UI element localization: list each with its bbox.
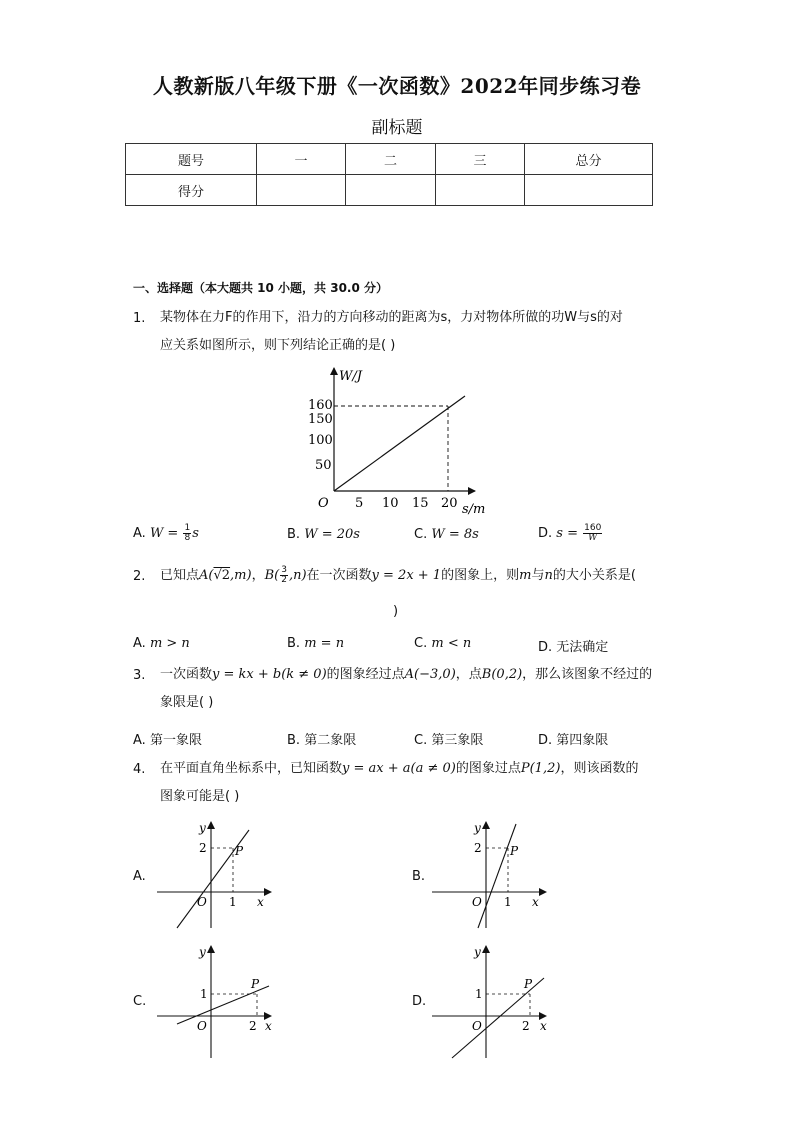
q4-text: 在平面直角坐标系中，已知函数 — [160, 761, 343, 776]
score-cell: 总分 — [525, 144, 653, 175]
option-a-rhs: s — [192, 526, 199, 541]
q4-graph-d[interactable] — [430, 942, 555, 1060]
q2-close-paren: ) — [393, 604, 399, 619]
xtick: 1 — [229, 895, 237, 909]
xtick: 1 — [504, 895, 512, 909]
q2-sqrt: √2 — [213, 568, 231, 583]
fraction-numerator: 160 — [584, 523, 602, 533]
option-c-text: 第三象限 — [431, 733, 484, 748]
option-label: D. — [538, 526, 553, 541]
q2-text: 已知点 — [160, 568, 200, 583]
question-3-text — [160, 661, 680, 717]
page-subtitle: 副标题 — [371, 118, 423, 138]
option-b-text: 第二象限 — [304, 733, 357, 748]
q2-text: 与 — [531, 568, 545, 583]
point-label: P — [251, 977, 260, 991]
q4-option-b[interactable]: B. — [412, 869, 426, 884]
origin-label: O — [197, 1019, 207, 1033]
fraction — [183, 524, 191, 543]
option-label: C. — [414, 636, 428, 651]
q1-function-line — [334, 396, 465, 491]
fraction — [280, 566, 288, 585]
x-label: x — [540, 1019, 547, 1033]
q2-var-n: n — [544, 568, 553, 583]
y-label: y — [474, 945, 481, 959]
q4-text: ，则该函数的 — [560, 761, 639, 776]
option-label: C. — [414, 527, 428, 542]
q1-ytick: 50 — [315, 458, 332, 473]
q1-xtick: 20 — [441, 496, 458, 511]
q4-function: y = ax + a(a ≠ 0) — [342, 761, 456, 776]
question-1-line-1: 某物体在力F的作用下，沿力的方向移动的距离为s，力对物体所做的功W与s的对 — [160, 310, 623, 325]
option-c-text: m < n — [431, 636, 472, 651]
origin-label: O — [197, 895, 207, 909]
q2-function: y = 2x + 1 — [371, 568, 442, 583]
q4-option-c[interactable]: C. — [133, 994, 147, 1009]
q1-ytick: 100 — [308, 433, 333, 448]
fraction-denominator: 8 — [184, 533, 191, 543]
q3-text: 的图象经过点 — [326, 667, 405, 682]
option-a-text: 第一象限 — [149, 733, 202, 748]
origin-label: O — [472, 895, 482, 909]
q4-text: 的图象过点 — [455, 761, 521, 776]
question-number: 4. — [133, 762, 146, 777]
option-d-text: 无法确定 — [556, 640, 609, 655]
origin-label: O — [472, 1019, 482, 1033]
ytick: 1 — [200, 987, 208, 1001]
q4-option-a[interactable]: A. — [133, 869, 146, 884]
q3-function: y = kx + b(k ≠ 0) — [212, 667, 327, 682]
option-label: A. — [133, 526, 146, 541]
question-4-line-1 — [160, 755, 680, 783]
q2-point-b-end: ,n) — [288, 568, 307, 583]
score-cell: 题号 — [126, 144, 257, 175]
question-3-line-1 — [160, 661, 680, 689]
question-2-text — [160, 562, 680, 590]
score-cell: 一 — [257, 144, 346, 175]
q2-text: 的图象上，则 — [441, 568, 520, 583]
fraction-numerator: 3 — [281, 565, 287, 575]
x-label: x — [265, 1019, 272, 1033]
score-table — [125, 143, 653, 206]
q3-text: 一次函数 — [160, 667, 213, 682]
q2-text: 在一次函数 — [306, 568, 372, 583]
option-label: D. — [538, 640, 553, 655]
q2-option-b[interactable] — [287, 636, 344, 651]
ytick: 2 — [199, 841, 207, 855]
function-line — [478, 824, 516, 928]
score-input-cell[interactable] — [346, 175, 436, 206]
question-number: 1. — [133, 311, 146, 326]
option-d-lhs: s = — [556, 526, 583, 541]
score-input-cell[interactable] — [257, 175, 346, 206]
q2-var-m: m — [519, 568, 532, 583]
q4-graph-b[interactable] — [430, 818, 555, 930]
score-table-header-row — [126, 144, 653, 175]
option-b-text: W = 20s — [304, 527, 360, 542]
q2-option-c[interactable] — [414, 636, 471, 651]
q4-option-d[interactable]: D. — [412, 994, 427, 1009]
q1-xtick: 10 — [382, 496, 399, 511]
question-number: 3. — [133, 668, 146, 683]
score-cell: 三 — [436, 144, 525, 175]
q1-option-b[interactable] — [287, 527, 360, 542]
question-1-text — [160, 304, 680, 360]
question-4-line-2: 图象可能是( ) — [160, 789, 240, 804]
fraction — [583, 524, 602, 543]
q1-option-d[interactable] — [538, 524, 603, 543]
q1-x-label: s/m — [462, 502, 486, 517]
option-a-lhs: W = — [149, 526, 183, 541]
point-label: P — [524, 977, 533, 991]
page-title: 人教新版八年级下册《一次函数》2022年同步练习卷 — [152, 74, 642, 98]
q4-graph-c[interactable] — [155, 942, 280, 1060]
x-label: x — [532, 895, 539, 909]
score-cell: 得分 — [126, 175, 257, 206]
option-c-text: W = 8s — [431, 527, 479, 542]
score-input-cell[interactable] — [436, 175, 525, 206]
q2-option-a[interactable] — [133, 636, 190, 651]
y-label: y — [474, 821, 481, 835]
x-label: x — [257, 895, 264, 909]
option-label: D. — [538, 733, 553, 748]
option-b-text: m = n — [304, 636, 345, 651]
score-input-cell[interactable] — [525, 175, 653, 206]
fraction-numerator: 1 — [184, 523, 191, 533]
ytick: 2 — [474, 841, 482, 855]
option-label: C. — [414, 733, 428, 748]
q1-xtick: 15 — [412, 496, 429, 511]
q3-text: ，点 — [455, 667, 482, 682]
q3-option-d[interactable] — [538, 729, 608, 748]
question-number: 2. — [133, 569, 146, 584]
section-heading: 一、选择题（本大题共 10 小题，共 30.0 分） — [133, 281, 389, 295]
q1-y-label: W/J — [339, 369, 362, 384]
point-label: P — [510, 844, 519, 858]
q2-option-d[interactable] — [538, 636, 608, 655]
q1-option-a[interactable] — [133, 524, 199, 543]
q2-point-a-end: ,m) — [230, 568, 252, 583]
question-3-line-2: 象限是( ) — [160, 695, 214, 710]
ytick: 1 — [475, 987, 483, 1001]
q3-option-b[interactable] — [287, 729, 356, 748]
q4-graph-a[interactable] — [155, 818, 280, 930]
question-4-text — [160, 755, 680, 811]
score-table-score-row — [126, 175, 653, 206]
option-label: B. — [287, 733, 301, 748]
q2-text: 的大小关系是( — [552, 568, 636, 583]
q1-xtick: 5 — [355, 496, 364, 511]
q3-option-a[interactable] — [133, 729, 202, 748]
y-label: y — [199, 821, 206, 835]
q2-text: ， — [251, 568, 265, 583]
q3-text: ，那么该图象不经过的 — [522, 667, 653, 682]
question-1-line-2: 应关系如图所示，则下列结论正确的是( ) — [160, 338, 396, 353]
option-label: A. — [133, 636, 146, 651]
fraction-denominator: W — [588, 533, 598, 543]
q2-point-a: A( — [199, 568, 214, 583]
y-label: y — [199, 945, 206, 959]
option-label: B. — [287, 527, 301, 542]
q4-point-p: P(1,2) — [520, 761, 561, 776]
q1-graph — [300, 362, 510, 522]
q1-ytick: 150 — [308, 412, 333, 427]
option-label: B. — [287, 636, 301, 651]
xtick: 2 — [522, 1019, 530, 1033]
option-a-text: m > n — [149, 636, 190, 651]
score-cell: 二 — [346, 144, 436, 175]
q3-point-a: A(−3,0) — [404, 667, 456, 682]
q1-origin-label: O — [318, 496, 329, 511]
q2-point-b: B( — [264, 568, 280, 583]
xtick: 2 — [249, 1019, 257, 1033]
option-d-text: 第四象限 — [556, 733, 609, 748]
q1-ytick: 160 — [308, 398, 333, 413]
q1-option-c[interactable] — [414, 527, 479, 542]
q3-option-c[interactable] — [414, 729, 483, 748]
option-label: A. — [133, 733, 146, 748]
q3-point-b: B(0,2) — [481, 667, 523, 682]
point-label: P — [235, 844, 244, 858]
fraction-denominator: 2 — [281, 575, 287, 585]
